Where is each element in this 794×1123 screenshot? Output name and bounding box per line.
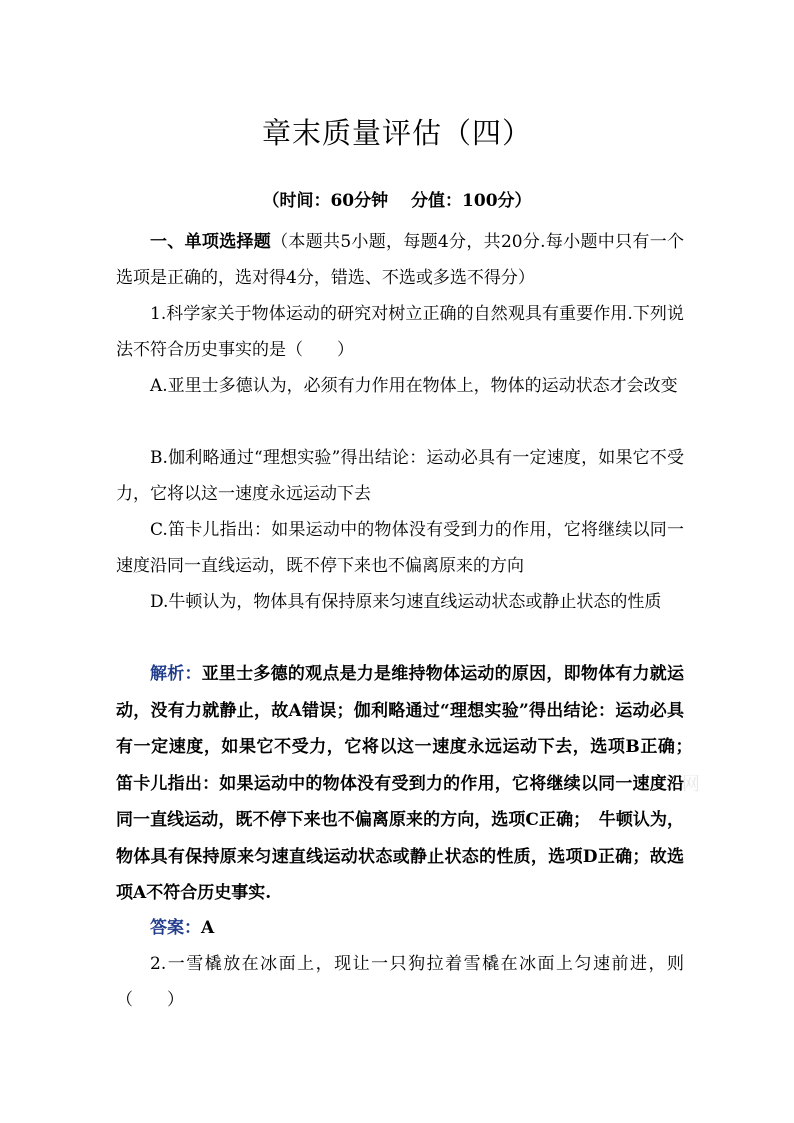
question-1-stem: 1.科学家关于物体运动的研究对树立正确的自然观具有重要作用.下列说法不符合历史事实的是（ ） [116,304,684,360]
section-heading-paragraph [116,224,684,296]
question-1-answer [116,910,684,946]
answer-label: 答案： [150,918,201,938]
watermark-text: 网 [682,774,700,795]
section-heading: 一、单项选择题 [150,232,272,252]
analysis-text: 亚里士多德的观点是力是维持物体运动的原因，即物体有力就运动，没有力就静止，故A错误；伽利略通过“理想实验”得出结论：运动必具有一定速度，如果它不受力，它将以这一速度永远运动下去，选项B正确； 笛卡儿指出：如果运动中的物体没有受到力的作用，它将继续以同一速度沿同一直线运动，既不停下来也不偏离原来的方向，选项C正确； 牛顿认为，物体具有保持原来匀速直线运动状态或静止状态的性质，选项D正确；故选项A不符合历史事实. [116,664,701,903]
question-1-option-d: D.牛顿认为，物体具有保持原来匀速直线运动状态或静止状态的性质 [150,592,662,612]
section-instructions: （本题共5小题，每题4分，共20分.每小题中只有一个选项是正确的，选对得4分，错选、不选或多选不得分） [116,232,684,288]
question-1-option-b: B.伽利略通过“理想实验”得出结论：运动必具有一定速度，如果它不受力，它将以这一速度永远运动下去 [116,448,684,504]
page-title: 章末质量评估（四） [261,116,532,150]
answer-value: A [201,918,215,938]
question-1-option-c: C.笛卡儿指出：如果运动中的物体没有受到力的作用，它将继续以同一速度沿同一直线运动，既不停下来也不偏离原来的方向 [116,520,684,576]
exam-time-score: （时间：60分钟 分值：100分） [262,191,532,211]
question-1-analysis [116,656,701,912]
analysis-label: 解析： [150,664,202,684]
question-2-stem: 2.一雪橇放在冰面上，现让一只狗拉着雪橇在冰面上匀速前进，则（ ） [116,954,684,1010]
question-1-option-a: A.亚里士多德认为，必须有力作用在物体上，物体的运动状态才会改变 [150,376,678,396]
